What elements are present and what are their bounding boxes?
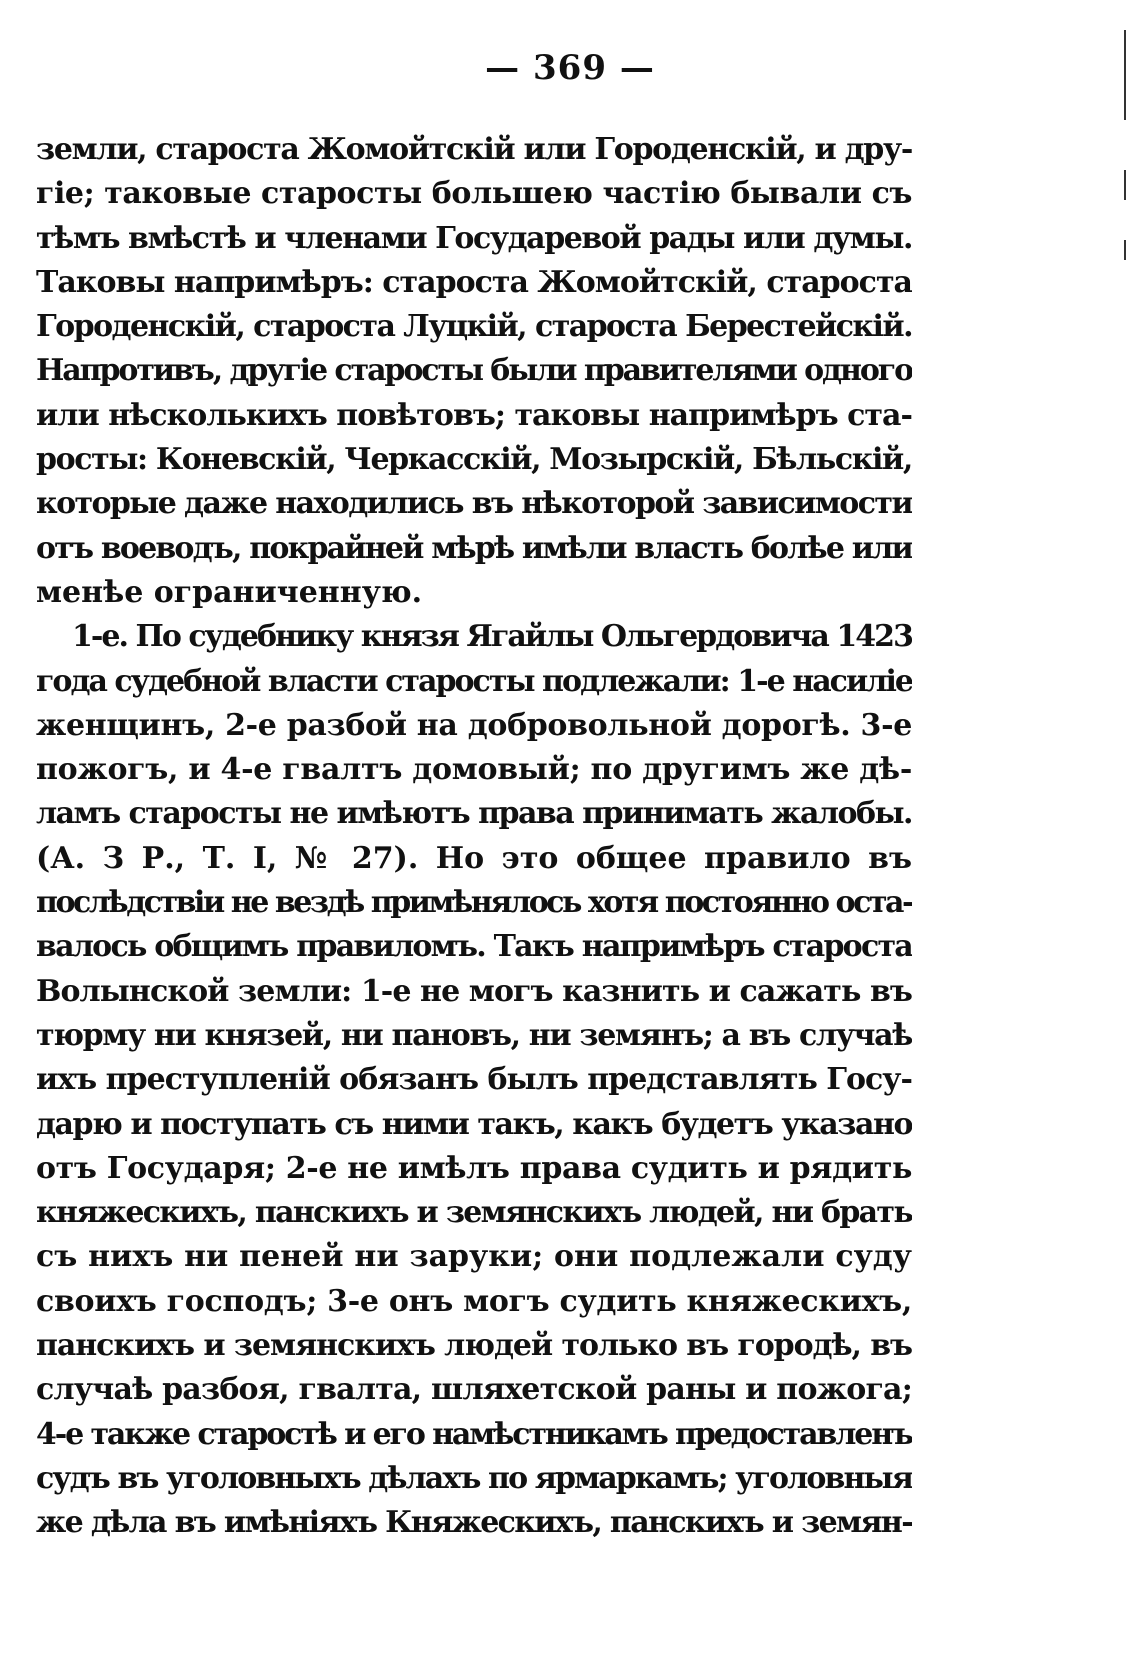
text-line: судъ въ уголовныхъ дѣлахъ по ярмаркамъ; уголовныя bbox=[36, 1460, 912, 1496]
text-line: росты: Коневскій, Черкасскій, Мозырскій, Бѣльскій, bbox=[36, 442, 912, 478]
text-line: ламъ старосты не имѣютъ права принимать жалобы. bbox=[36, 796, 912, 832]
text-line: послѣдствіи не вездѣ примѣнялось хотя постоянно оста- bbox=[36, 885, 912, 921]
text-line: Городенскій, староста Луцкій, староста Берестейскій. bbox=[36, 309, 912, 345]
text-line: Таковы напримѣръ: староста Жомойтскій, староста bbox=[36, 264, 912, 300]
page-edge-mark bbox=[1124, 30, 1126, 120]
text-line: ихъ преступленій обязанъ былъ представлять Госу- bbox=[36, 1062, 912, 1098]
text-line: валось общимъ правиломъ. Такъ напримѣръ староста bbox=[36, 929, 912, 965]
text-line: своихъ господъ; 3-е онъ могъ судить княжескихъ, bbox=[36, 1283, 912, 1319]
page-number: — 369 — bbox=[485, 48, 655, 88]
text-line: дарю и поступать съ ними такъ, какъ будетъ указано bbox=[36, 1106, 912, 1142]
text-line: или нѣсколькихъ повѣтовъ; таковы напримѣръ ста- bbox=[36, 397, 912, 433]
text-line: же дѣла въ имѣніяхъ Княжескихъ, панскихъ и земян- bbox=[36, 1505, 912, 1541]
text-line: (А. З Р., Т. I, № 27). Но это общее правило въ bbox=[36, 840, 912, 876]
text-line: пожогъ, и 4-е гвалтъ домовый; по другимъ же дѣ- bbox=[36, 752, 912, 788]
text-line: панскихъ и земянскихъ людей только въ городѣ, въ bbox=[36, 1328, 912, 1364]
text-line: случаѣ разбоя, гвалта, шляхетской раны и пожога; bbox=[36, 1372, 912, 1408]
text-line: тѣмъ вмѣстѣ и членами Государевой рады или думы. bbox=[36, 220, 912, 256]
paragraph-start-line: 1-е. По судебнику князя Ягайлы Ольгердовича 1423 bbox=[72, 619, 912, 655]
text-line: тюрму ни князей, ни пановъ, ни земянъ; а въ случаѣ bbox=[36, 1017, 912, 1053]
body-text bbox=[36, 128, 912, 1546]
text-line: женщинъ, 2-е разбой на добровольной дорогѣ. 3-е bbox=[36, 707, 912, 743]
text-line: менѣе ограниченную. bbox=[36, 574, 423, 610]
text-line: года судебной власти старосты подлежали: 1-е насиліе bbox=[36, 663, 912, 699]
text-line: гіе; таковые старосты большею частію бывали съ bbox=[36, 176, 912, 212]
page-edge-mark bbox=[1124, 240, 1126, 260]
page-edge-mark bbox=[1124, 170, 1126, 200]
text-line: съ нихъ ни пеней ни заруки; они подлежали суду bbox=[36, 1239, 912, 1275]
text-line: Волынской земли: 1-е не могъ казнить и сажать въ bbox=[36, 973, 912, 1009]
text-line: которые даже находились въ нѣкоторой зависимости bbox=[36, 486, 912, 522]
text-line: отъ Государя; 2-е не имѣлъ права судить и рядить bbox=[36, 1150, 912, 1186]
text-line: княжескихъ, панскихъ и земянскихъ людей, ни брать bbox=[36, 1195, 912, 1231]
text-line: отъ воеводъ, покрайней мѣрѣ имѣли власть болѣе или bbox=[36, 530, 912, 566]
text-line: 4-е также старостѣ и его намѣстникамъ предоставленъ bbox=[36, 1416, 912, 1452]
text-line: земли, староста Жомойтскій или Городенскій, и дру- bbox=[36, 132, 912, 167]
text-line: Напротивъ, другіе старосты были правителями одного bbox=[36, 353, 912, 389]
